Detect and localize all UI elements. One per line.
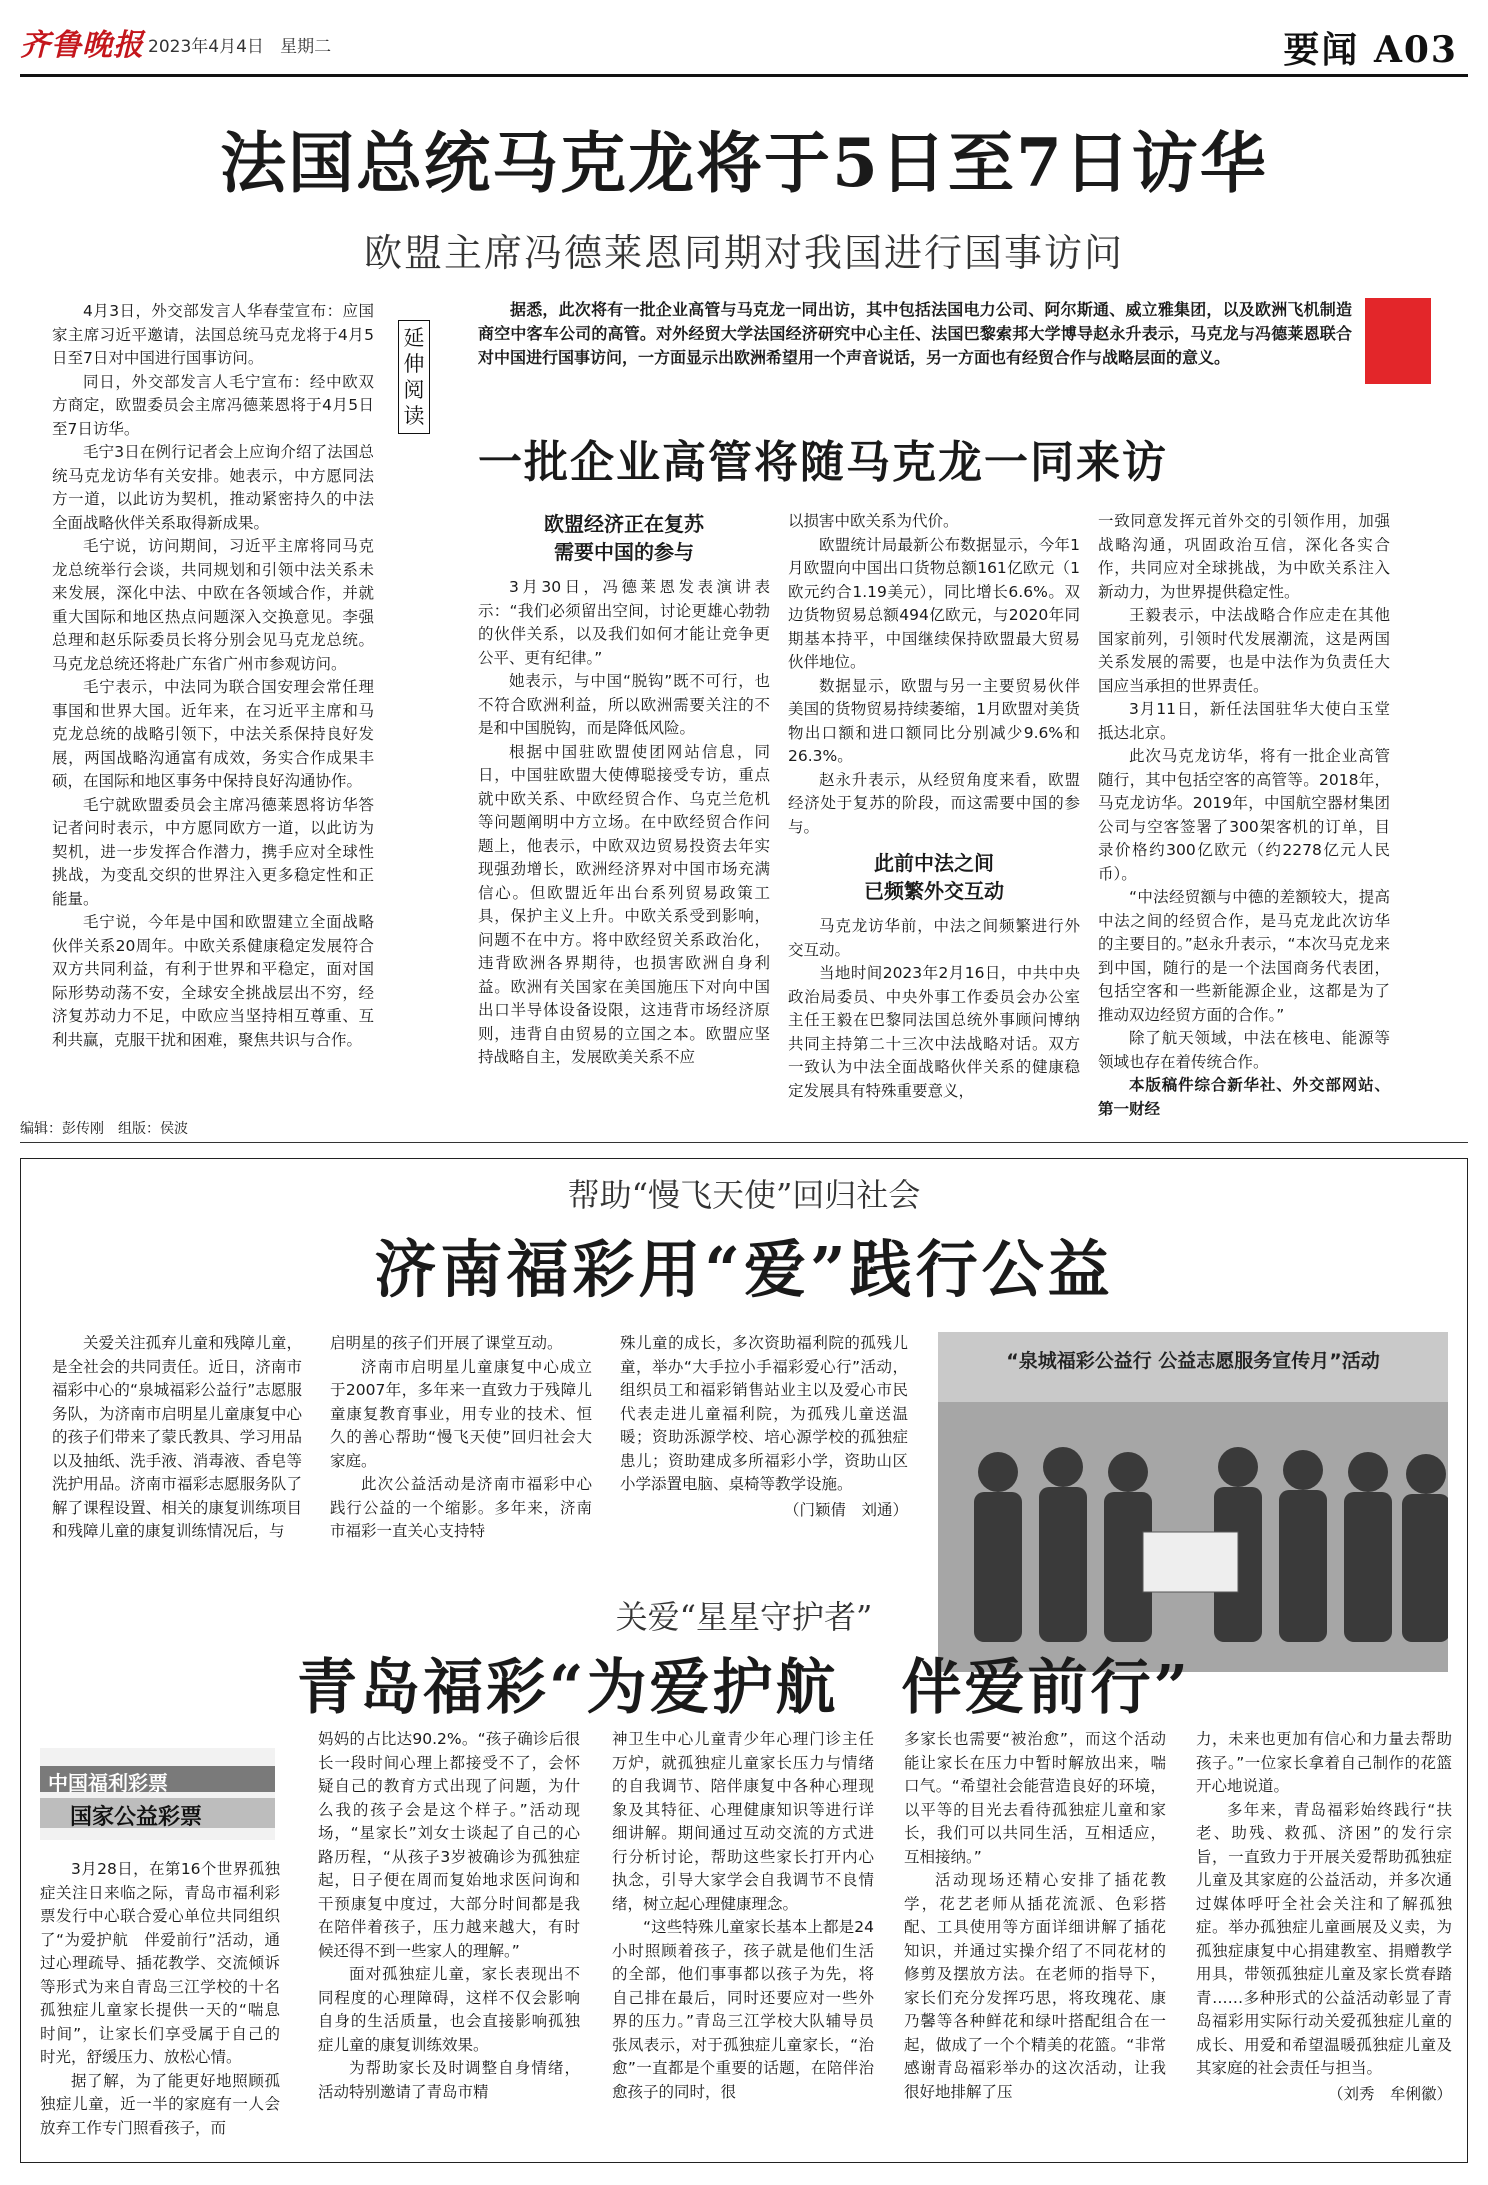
paragraph: 一致同意发挥元首外交的引领作用，加强战略沟通，巩固政治互信，深化各实合作，共同应对全球挑战，为中欧关系注入新动力，为世界提供稳定性。 [1098, 512, 1390, 601]
byline: （门颖倩 刘通） [783, 1500, 908, 1519]
qingdao-kicker: 关爱“星星守护者” [615, 1598, 873, 1636]
paragraph: 根据中国驻欧盟使团网站信息，同日，中国驻欧盟大使傅聪接受专访，重点就中欧关系、中欧经贸合作、乌克兰危机等问题阐明中方立场。在中欧经贸合作问题上，他表示，中欧双边贸易投资去年实现强劲增长，欧洲经济界对中国市场充满信心。但欧盟近年出台系列贸易政策工具，保护主义上升。中欧关系受到影响，问题不在中方。将中欧经贸关系政治化，违背欧洲各界期待，也损害欧洲自身利益。欧洲有关国家在美国施压下对向中国出口半导体设备设限，这违背市场经济原则，违背自由贸易的立国之本。欧盟应坚持战略自主，发展欧美关系不应 [478, 742, 770, 1066]
paragraph: 启明星的孩子们开展了课堂互动。 [330, 1334, 563, 1352]
section-subhead: 此前中法之间 已频繁外交互动 [864, 851, 1004, 903]
qingdao-col-4 [904, 1728, 1166, 2104]
paragraph: 此次马克龙访华，将有一批企业高管随行，其中包括空客的高管等。2018年，马克龙访华。2019年，中国航空器材集团公司与空客签署了300架客机的订单，目录价格约300亿欧元（约2278亿元人民币）。 [1098, 747, 1390, 883]
paragraph: 数据显示，欧盟与另一主要贸易伙伴美国的货物贸易持续萎缩，1月欧盟对美货物出口额和进口额同比分别减少9.6%和26.3%。 [788, 676, 1080, 765]
paragraph: 多年来，青岛福彩始终践行“扶老、助残、救孤、济困”的发行宗旨，一直致力于开展关爱帮助孤独症儿童及其家庭的公益活动，并多次通过媒体呼吁全社会关注和了解孤独症。举办孤独症儿童画展及义卖，为孤独症康复中心捐建教室、捐赠教学用具，带领孤独症儿童及家长赏春踏青……多种形式的公益活动彰显了青岛福彩用实际行动关爱孤独症儿童的成长、用爱和希望温暖孤独症儿童及其家庭的社会责任与担当。 [1196, 1800, 1452, 2077]
article-col-2 [478, 510, 770, 1070]
paragraph: 关爱关注孤弃儿童和残障儿童，是全社会的共同责任。近日，济南市福彩中心的“泉城福彩公益行”志愿服务队，为济南市启明星儿童康复中心的孩子们带来了蒙氏教具、学习用品以及抽纸、洗手液、消毒液、香皂等洗护用品。济南市福彩志愿服务队了解了课程设置、相关的康复训练项目和残障儿童的康复训练情况后，与 [52, 1334, 302, 1540]
photo-banner-text: “泉城福彩公益行 公益志愿服务宣传月”活动 [1006, 1350, 1380, 1372]
lead-paragraph: 据悉，此次将有一批企业高管与马克龙一同出访，其中包括法国电力公司、阿尔斯通、威立雅集团，以及欧洲飞机制造商空中客车公司的高管。对外经贸大学法国经济研究中心主任、法国巴黎索邦大学博导赵永升表示，马克龙与冯德莱恩联合对中国进行国事访问，一方面显示出欧洲希望用一个声音说话，另一方面也有经贸合作与战略层面的意义。 [478, 300, 1352, 367]
badge-line-2: 国家公益彩票 [70, 1805, 203, 1830]
paragraph: 4月3日，外交部发言人华春莹宣布：应国家主席习近平邀请，法国总统马克龙将于4月5日至7日对中国进行国事访问。 [52, 302, 374, 367]
jinan-headline: 济南福彩用“爱”践行公益 [374, 1233, 1114, 1306]
paragraph: 以损害中欧关系为代价。 [788, 512, 959, 530]
paragraph: 为帮助家长及时调整自身情绪，活动特别邀请了青岛市精 [318, 2059, 580, 2101]
editor-credits: 编辑：彭传刚 组版：侯波 [20, 1121, 188, 1137]
main-subheadline: 欧盟主席冯德莱恩同期对我国进行国事访问 [363, 231, 1124, 275]
paragraph: 除了航天领域，中法在核电、能源等领域也存在着传统合作。 [1098, 1029, 1390, 1071]
paragraph: 欧盟统计局最新公布数据显示，今年1月欧盟向中国出口货物总额161亿欧元（1欧元约合1.19美元），同比增长6.6%。双边货物贸易总额494亿欧元，与2020年同期基本持平，中国继续保持欧盟最大贸易伙伴地位。 [788, 535, 1080, 671]
paragraph: “中法经贸额与中德的差额较大，提高中法之间的经贸合作，是马克龙此次访华的主要目的。”赵永升表示，“本次马克龙来到中国，随行的是一个法国商务代表团，包括空客和一些新能源企业，这都是为了推动双边经贸方面的合作。” [1098, 888, 1390, 1024]
section-divider [20, 1142, 1468, 1143]
badge-line-1: 中国福利彩票 [48, 1771, 168, 1795]
jinan-col-2 [330, 1332, 592, 1544]
secondary-headline: 一批企业高管将随马克龙一同来访 [478, 437, 1168, 488]
extended-reading-label: 延伸阅读 [398, 320, 430, 434]
main-headline: 法国总统马克龙将于5日至7日访华 [220, 124, 1268, 202]
qingdao-col-5 [1196, 1728, 1452, 2106]
article-col-3 [788, 510, 1080, 1103]
paragraph: 毛宁说，访问期间，习近平主席将同马克龙总统举行会谈，共同规划和引领中法关系未来发展，深化中法、中欧在各领域合作，并就重大国际和地区热点问题深入交换意见。李强总理和赵乐际委员长将分别会见马克龙总统。马克龙总统还将赴广东省广州市参观访问。 [52, 537, 374, 673]
jinan-kicker: 帮助“慢飞天使”回归社会 [567, 1176, 921, 1214]
paragraph: 据了解，为了能更好地照顾孤独症儿童，近一半的家庭有一人会放弃工作专门照看孩子，而 [40, 2071, 280, 2137]
paragraph: 当地时间2023年2月16日，中共中央政治局委员、中央外事工作委员会办公室主任王毅在巴黎同法国总统外事顾问博纳共同主持第二十三次中法战略对话。双方一致认为中法全面战略伙伴关系的健康稳定发展具有特殊重要意义， [788, 964, 1080, 1100]
welfare-lottery-badge [40, 1748, 275, 1840]
paragraph: 毛宁说，今年是中国和欧盟建立全面战略伙伴关系20周年。中欧关系健康稳定发展符合双方共同利益，有利于世界和平稳定，面对国际形势动荡不安，全球安全挑战层出不穷，经济复苏动力不足，中欧应当坚持相互尊重、互利共赢，克服干扰和困难，聚焦共识与合作。 [52, 913, 374, 1049]
paragraph: 殊儿童的成长，多次资助福利院的孤残儿童，举办“大手拉小手福彩爱心行”活动，组织员工和福彩销售站业主以及爱心市民代表走进儿童福利院，为孤残儿童送温暖；资助泺源学校、培心源学校的孤独症患儿；资助建成多所福彩小学，资助山区小学添置电脑、桌椅等教学设施。 [620, 1334, 908, 1493]
paragraph: 面对孤独症儿童，家长表现出不同程度的心理障碍，这样不仅会影响自身的生活质量，也会直接影响孤独症儿童的康复训练效果。 [318, 1965, 580, 2054]
paragraph: 神卫生中心儿童青少年心理门诊主任万炉，就孤独症儿童家长压力与情绪的自我调节、陪伴康复中各种心理现象及其特征、心理健康知识等进行详细讲解。期间通过互动交流的方式进行分析讨论，帮助这些家长打开内心执念，引导大家学会自我调节不良情绪，树立起心理健康理念。 [612, 1730, 874, 1913]
header-divider [20, 74, 1468, 77]
qingdao-col-3 [612, 1728, 874, 2104]
qingdao-col-2 [318, 1728, 580, 2104]
article-col-4 [1098, 510, 1390, 1121]
weekday-text: 星期二 [280, 37, 332, 57]
source-note: 本版稿件综合新华社、外交部网站、第一财经 [1098, 1076, 1390, 1118]
paragraph: 3月28日，在第16个世界孤独症关注日来临之际，青岛市福利彩票发行中心联合爱心单位共同组织了“为爱护航 伴爱前行”活动，通过心理疏导、插花教学、交流倾诉等形式为来自青岛三江学校的十名孤独症儿童家长提供一天的“喘息时间”，让家长们享受属于自己的时光，舒缓压力、放松心情。 [40, 1860, 280, 2066]
section-label: 要闻 A03 [1283, 29, 1458, 71]
paragraph: 多家长也需要“被治愈”，而这个活动能让家长在压力中暂时解放出来，喘口气。“希望社会能营造良好的环境，以平等的目光去看待孤独症儿童和家长，我们可以共同生活，互相适应，互相接纳。” [904, 1730, 1166, 1866]
paragraph: 力，未来也更加有信心和力量去帮助孩子。”一位家长拿着自己制作的花篮开心地说道。 [1196, 1730, 1452, 1795]
paragraph: 毛宁3日在例行记者会上应询介绍了法国总统马克龙访华有关安排。她表示，中方愿同法方一道，以此访为契机，推动紧密持久的中法全面战略伙伴关系取得新成果。 [52, 443, 374, 532]
paragraph: 活动现场还精心安排了插花教学，花艺老师从插花流派、色彩搭配、工具使用等方面详细讲解了插花知识，并通过实操介绍了不同花材的修剪及摆放方法。在老师的指导下，家长们充分发挥巧思，将玫瑰花、康乃馨等各种鲜花和绿叶搭配组合在一起，做成了一个个精美的花篮。“非常感谢青岛福彩举办的这次活动，让我很好地排解了压 [904, 1871, 1166, 2101]
paragraph: 毛宁就欧盟委员会主席冯德莱恩将访华答记者问时表示，中方愿同欧方一道，以此访为契机，进一步发挥合作潜力，携手应对全球性挑战，为变乱交织的世界注入更多稳定性和正能量。 [52, 795, 374, 908]
red-marker [1365, 298, 1431, 384]
jinan-col-3 [620, 1332, 908, 1522]
jinan-col-1 [52, 1332, 302, 1544]
qingdao-headline: 青岛福彩“为爱护航 伴爱前行” [296, 1653, 1192, 1723]
paragraph: 王毅表示，中法战略合作应走在其他国家前列，引领时代发展潮流，这是两国关系发展的需要，也是中法作为负责任大国应当承担的世界责任。 [1098, 606, 1390, 695]
paragraph: 此次公益活动是济南市福彩中心践行公益的一个缩影。多年来，济南市福彩一直关心支持特 [330, 1475, 592, 1540]
paragraph: 3月30日，冯德莱恩发表演讲表示：“我们必须留出空间，讨论更雄心勃勃的伙伴关系，以及我们如何才能让竞争更公平、更有纪律。” [478, 578, 770, 667]
paragraph: 妈妈的占比达90.2%。“孩子确诊后很长一段时间心理上都接受不了，会怀疑自己的教育方式出现了问题，为什么我的孩子会是这个样子。”活动现场，“星家长”刘女士谈起了自己的心路历程，“从孩子3岁被确诊为孤独症起，日子便在周而复始地求医问询和干预康复中度过，大部分时间都是我在陪伴着孩子，压力越来越大，有时候还得不到一些家人的理解。” [318, 1730, 580, 1960]
paragraph: 赵永升表示，从经贸角度来看，欧盟经济处于复苏的阶段，而这需要中国的参与。 [788, 770, 1080, 836]
issue-date [148, 32, 331, 57]
paragraph: 她表示，与中国“脱钩”既不可行，也不符合欧洲利益，所以欧洲需要关注的不是和中国脱钩，而是降低风险。 [478, 672, 770, 737]
paragraph: “这些特殊儿童家长基本上都是24小时照顾着孩子，孩子就是他们生活的全部，他们事事都以孩子为先，将自己排在最后，同时还要应对一些外界的压力。”青岛三江学校大队辅导员张凤表示，对于孤独症儿童家长，“治愈”一直都是个重要的话题，在陪伴治愈孩子的同时，很 [612, 1918, 874, 2101]
date-text: 2023年4月4日 [148, 37, 264, 57]
paragraph: 同日，外交部发言人毛宁宣布：经中欧双方商定，欧盟委员会主席冯德莱恩将于4月5日至7日访华。 [52, 372, 374, 438]
paragraph: 马克龙访华前，中法之间频繁进行外交互动。 [788, 917, 1080, 959]
qingdao-col-1 [40, 1858, 280, 2140]
paragraph: 济南市启明星儿童康复中心成立于2007年，多年来一直致力于残障儿童康复教育事业，用专业的技术、恒久的善心帮助“慢飞天使”回归社会大家庭。 [330, 1357, 592, 1470]
article-col-1 [52, 300, 374, 1052]
paragraph: 毛宁表示，中法同为联合国安理会常任理事国和世界大国。近年来，在习近平主席和马克龙总统的战略引领下，中法关系保持良好发展，两国战略沟通富有成效，务实合作成果丰硕，在国际和地区事务中保持良好沟通协作。 [52, 678, 374, 790]
paragraph: 3月11日，新任法国驻华大使白玉堂抵达北京。 [1098, 700, 1390, 742]
newspaper-logo: 齐鲁晚报 [20, 28, 144, 63]
section-subhead: 欧盟经济正在复苏 需要中国的参与 [544, 512, 704, 564]
byline: （刘秀 牟俐徽） [1327, 2084, 1452, 2103]
